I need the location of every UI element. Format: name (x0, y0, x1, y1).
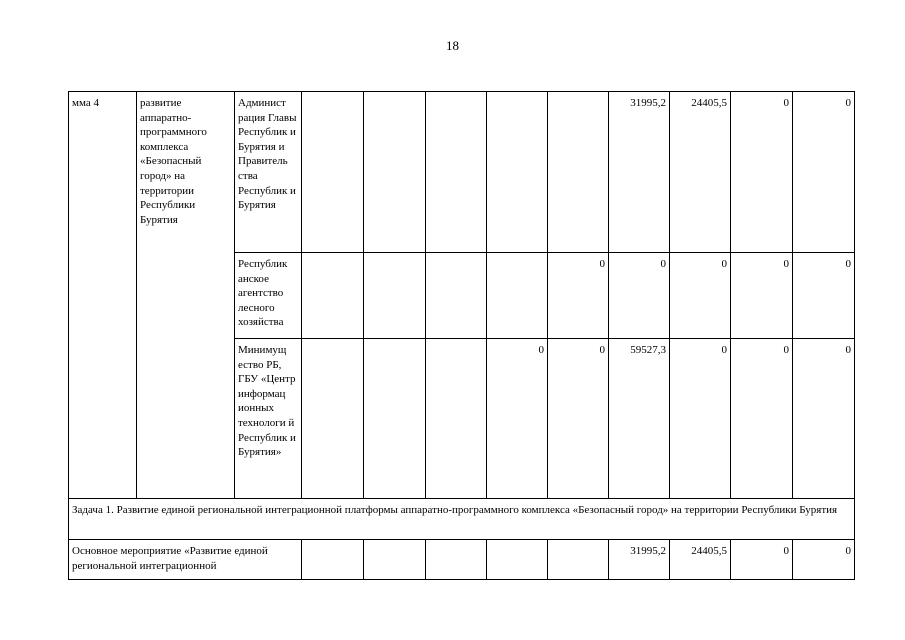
value-cell (487, 540, 548, 580)
value-cell (426, 92, 487, 253)
page-number: 18 (446, 38, 459, 53)
task-row (69, 499, 855, 540)
value-cell: 24405,5 (670, 540, 731, 580)
value-cell (302, 253, 364, 339)
value-cell: 0 (548, 339, 609, 499)
value-cell: 0 (793, 339, 855, 499)
task-text: Задача 1. Развитие единой региональной интеграционной платформы аппаратно-программного комплекса «Безопасный город» на территории Республики Бурятия (69, 499, 855, 540)
value-cell (302, 540, 364, 580)
value-cell: 0 (670, 339, 731, 499)
value-cell: 0 (487, 339, 548, 499)
executor-cell: Минимущ ество РБ, ГБУ «Центр информац ионных технологи й Республик и Бурятия» (235, 339, 302, 499)
main-activity-row (69, 540, 855, 580)
value-cell: 0 (793, 253, 855, 339)
value-cell: 31995,2 (609, 540, 670, 580)
value-cell (548, 92, 609, 253)
value-cell (426, 339, 487, 499)
value-cell: 0 (731, 339, 793, 499)
main-activity-text: Основное мероприятие «Развитие единой региональной интеграционной (69, 540, 302, 580)
value-cell: 0 (731, 540, 793, 580)
program-name-cell: развитие аппаратно-программного комплекса «Безопасный город» на территории Республики Бурятия (137, 92, 235, 499)
value-cell: 0 (548, 253, 609, 339)
value-cell (426, 540, 487, 580)
value-cell: 0 (670, 253, 731, 339)
value-cell: 0 (731, 92, 793, 253)
value-cell (426, 253, 487, 339)
value-cell (487, 92, 548, 253)
executor-cell: Республик анское агентство лесного хозяйства (235, 253, 302, 339)
value-cell: 0 (731, 253, 793, 339)
value-cell (302, 92, 364, 253)
value-cell (364, 253, 426, 339)
value-cell: 0 (793, 540, 855, 580)
value-cell: 31995,2 (609, 92, 670, 253)
value-cell (364, 540, 426, 580)
value-cell: 24405,5 (670, 92, 731, 253)
executor-cell: Админист рация Главы Республик и Бурятия и Правитель ства Республик и Бурятия (235, 92, 302, 253)
value-cell (487, 253, 548, 339)
table-row (69, 92, 855, 253)
value-cell: 0 (793, 92, 855, 253)
value-cell: 59527,3 (609, 339, 670, 499)
value-cell: 0 (609, 253, 670, 339)
program-table (68, 91, 855, 580)
value-cell (364, 339, 426, 499)
value-cell (364, 92, 426, 253)
value-cell (548, 540, 609, 580)
program-code-cell: мма 4 (69, 92, 137, 499)
value-cell (302, 339, 364, 499)
